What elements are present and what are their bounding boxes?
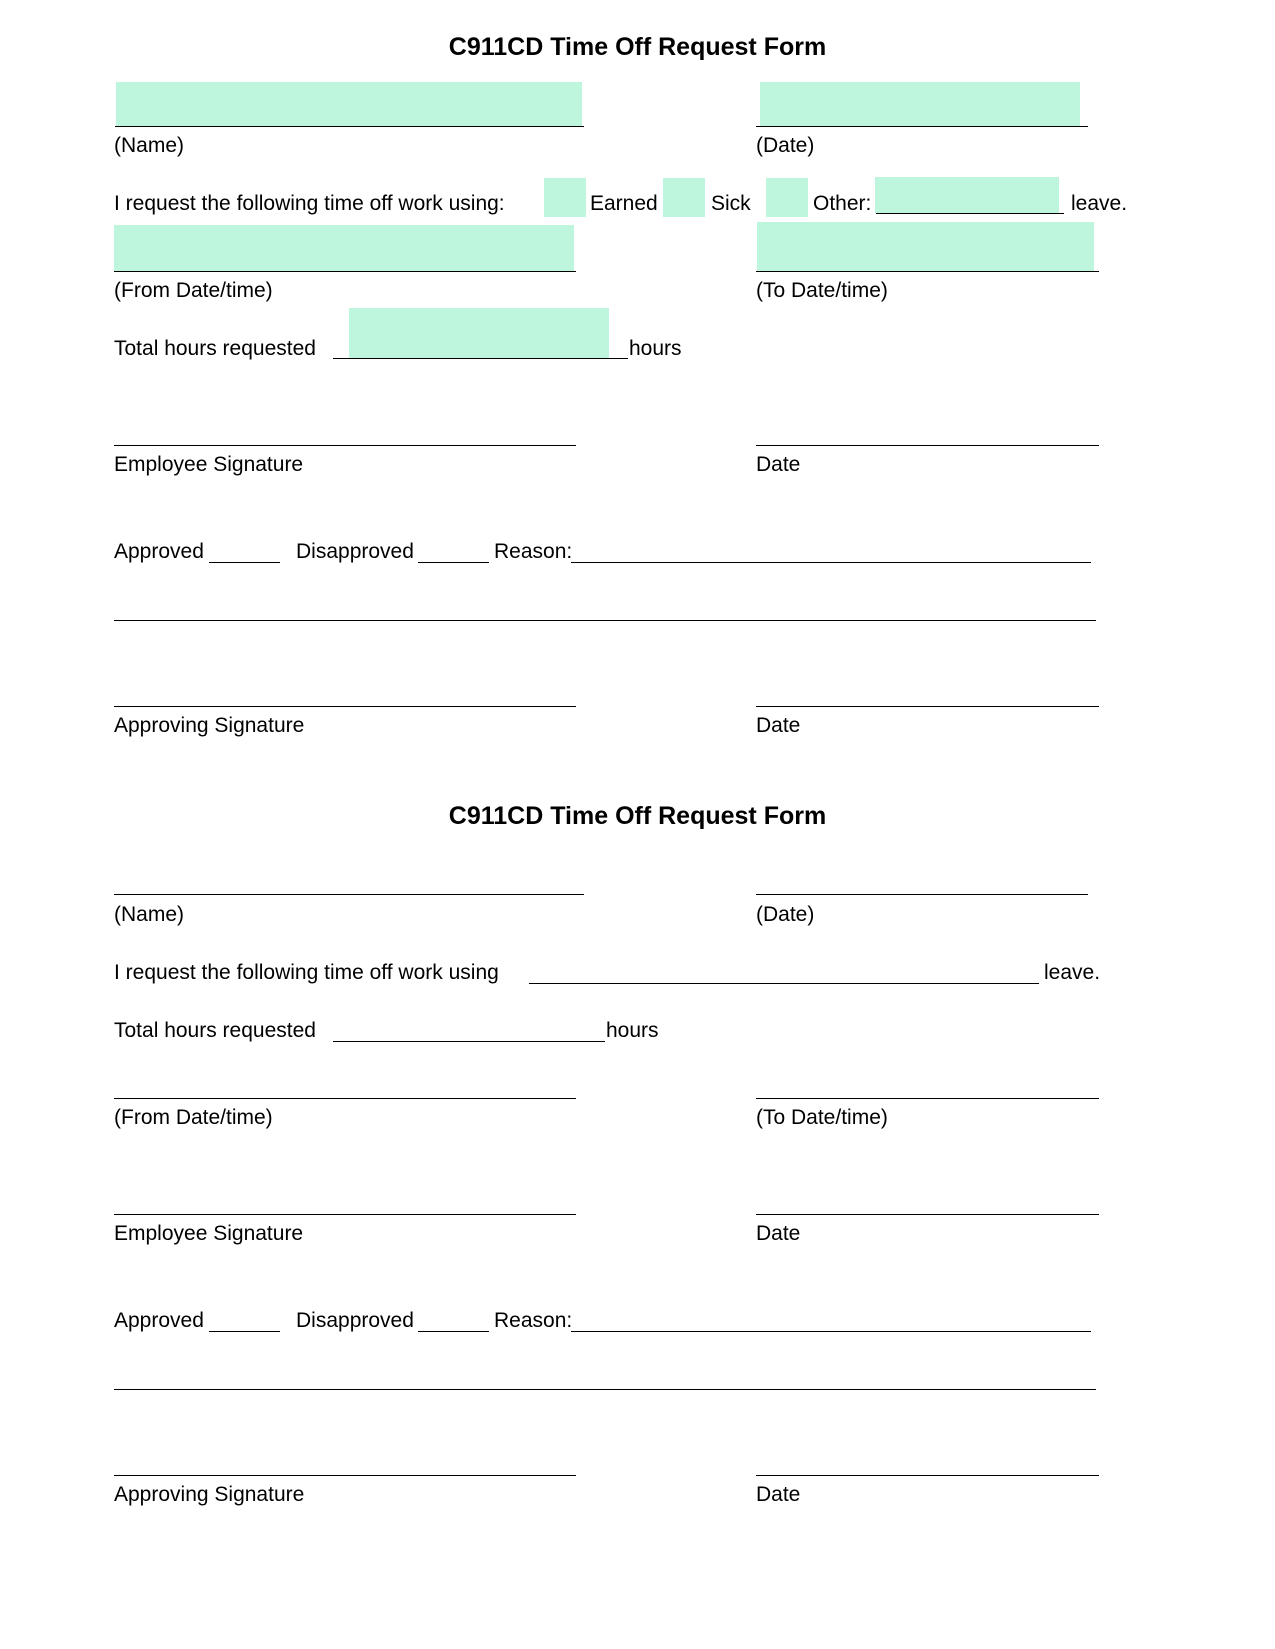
name-field[interactable] [116,82,582,127]
to-label: (To Date/time) [756,279,888,302]
employee-signature-label: Employee Signature [114,453,304,476]
disapproved-line [418,562,489,563]
reason-line-2c [114,1389,1096,1390]
approved-line-2 [209,1331,280,1332]
employee-date-label: Date [756,453,801,476]
form-title: C911CD Time Off Request Form [448,33,827,61]
approving-signature-label-2: Approving Signature [114,1483,305,1506]
total-hours-line-2 [333,1041,605,1042]
approved-label: Approved [114,540,204,563]
other-checkbox[interactable] [766,178,808,217]
employee-date-label-2: Date [756,1222,801,1245]
disapproved-line-2 [418,1331,489,1332]
to-label-2: (To Date/time) [756,1106,888,1129]
date-label: (Date) [756,134,815,157]
from-label: (From Date/time) [114,279,273,302]
from-label-2: (From Date/time) [114,1106,273,1129]
to-datetime-field[interactable] [757,222,1094,271]
earned-label: Earned [590,192,658,215]
reason-label: Reason: [494,540,573,563]
other-underline [876,213,1064,214]
request-label: I request the following time off work using: [114,192,505,215]
employee-date-line [756,445,1099,446]
date-field[interactable] [760,82,1080,127]
sick-label: Sick [711,192,751,215]
approving-signature-line-2 [114,1475,576,1476]
date-label-2: (Date) [756,903,815,926]
approving-date-line-2 [756,1475,1099,1476]
name-label: (Name) [114,134,185,157]
sick-checkbox[interactable] [663,178,705,217]
leave-label-2: leave. [1044,961,1101,984]
approving-signature-line [114,706,576,707]
employee-signature-label-2: Employee Signature [114,1222,304,1245]
other-label: Other: [813,192,872,215]
reason-line [571,562,1091,563]
leave-label: leave. [1071,192,1128,215]
total-hours-label-2: Total hours requested [114,1019,316,1042]
reason-label-2: Reason: [494,1309,573,1332]
date-underline-2 [756,894,1088,895]
approved-label-2: Approved [114,1309,204,1332]
to-underline-2 [756,1098,1099,1099]
reason-line-2b [571,1331,1091,1332]
disapproved-label: Disapproved [296,540,414,563]
leave-type-line-2 [529,983,1039,984]
total-hours-underline [333,358,628,359]
employee-signature-line-2 [114,1214,576,1215]
from-datetime-field[interactable] [114,225,574,271]
approving-date-line [756,706,1099,707]
other-leave-field[interactable] [875,177,1059,213]
date-underline [756,126,1088,127]
request-label-2: I request the following time off work using [114,961,499,984]
from-underline-2 [114,1098,576,1099]
hours-label: hours [629,337,682,360]
to-underline [756,271,1099,272]
name-underline-2 [114,894,584,895]
approving-date-label: Date [756,714,801,737]
approving-date-label-2: Date [756,1483,801,1506]
hours-label-2: hours [606,1019,659,1042]
from-underline [114,271,576,272]
total-hours-label: Total hours requested [114,337,316,360]
employee-date-line-2 [756,1214,1099,1215]
approving-signature-label: Approving Signature [114,714,305,737]
disapproved-label-2: Disapproved [296,1309,414,1332]
total-hours-field[interactable] [349,308,609,358]
name-underline [115,126,584,127]
reason-line-2 [114,620,1096,621]
earned-checkbox[interactable] [544,178,586,217]
approved-line [209,562,280,563]
employee-signature-line [114,445,576,446]
form-title-2: C911CD Time Off Request Form [448,802,827,830]
name-label-2: (Name) [114,903,185,926]
